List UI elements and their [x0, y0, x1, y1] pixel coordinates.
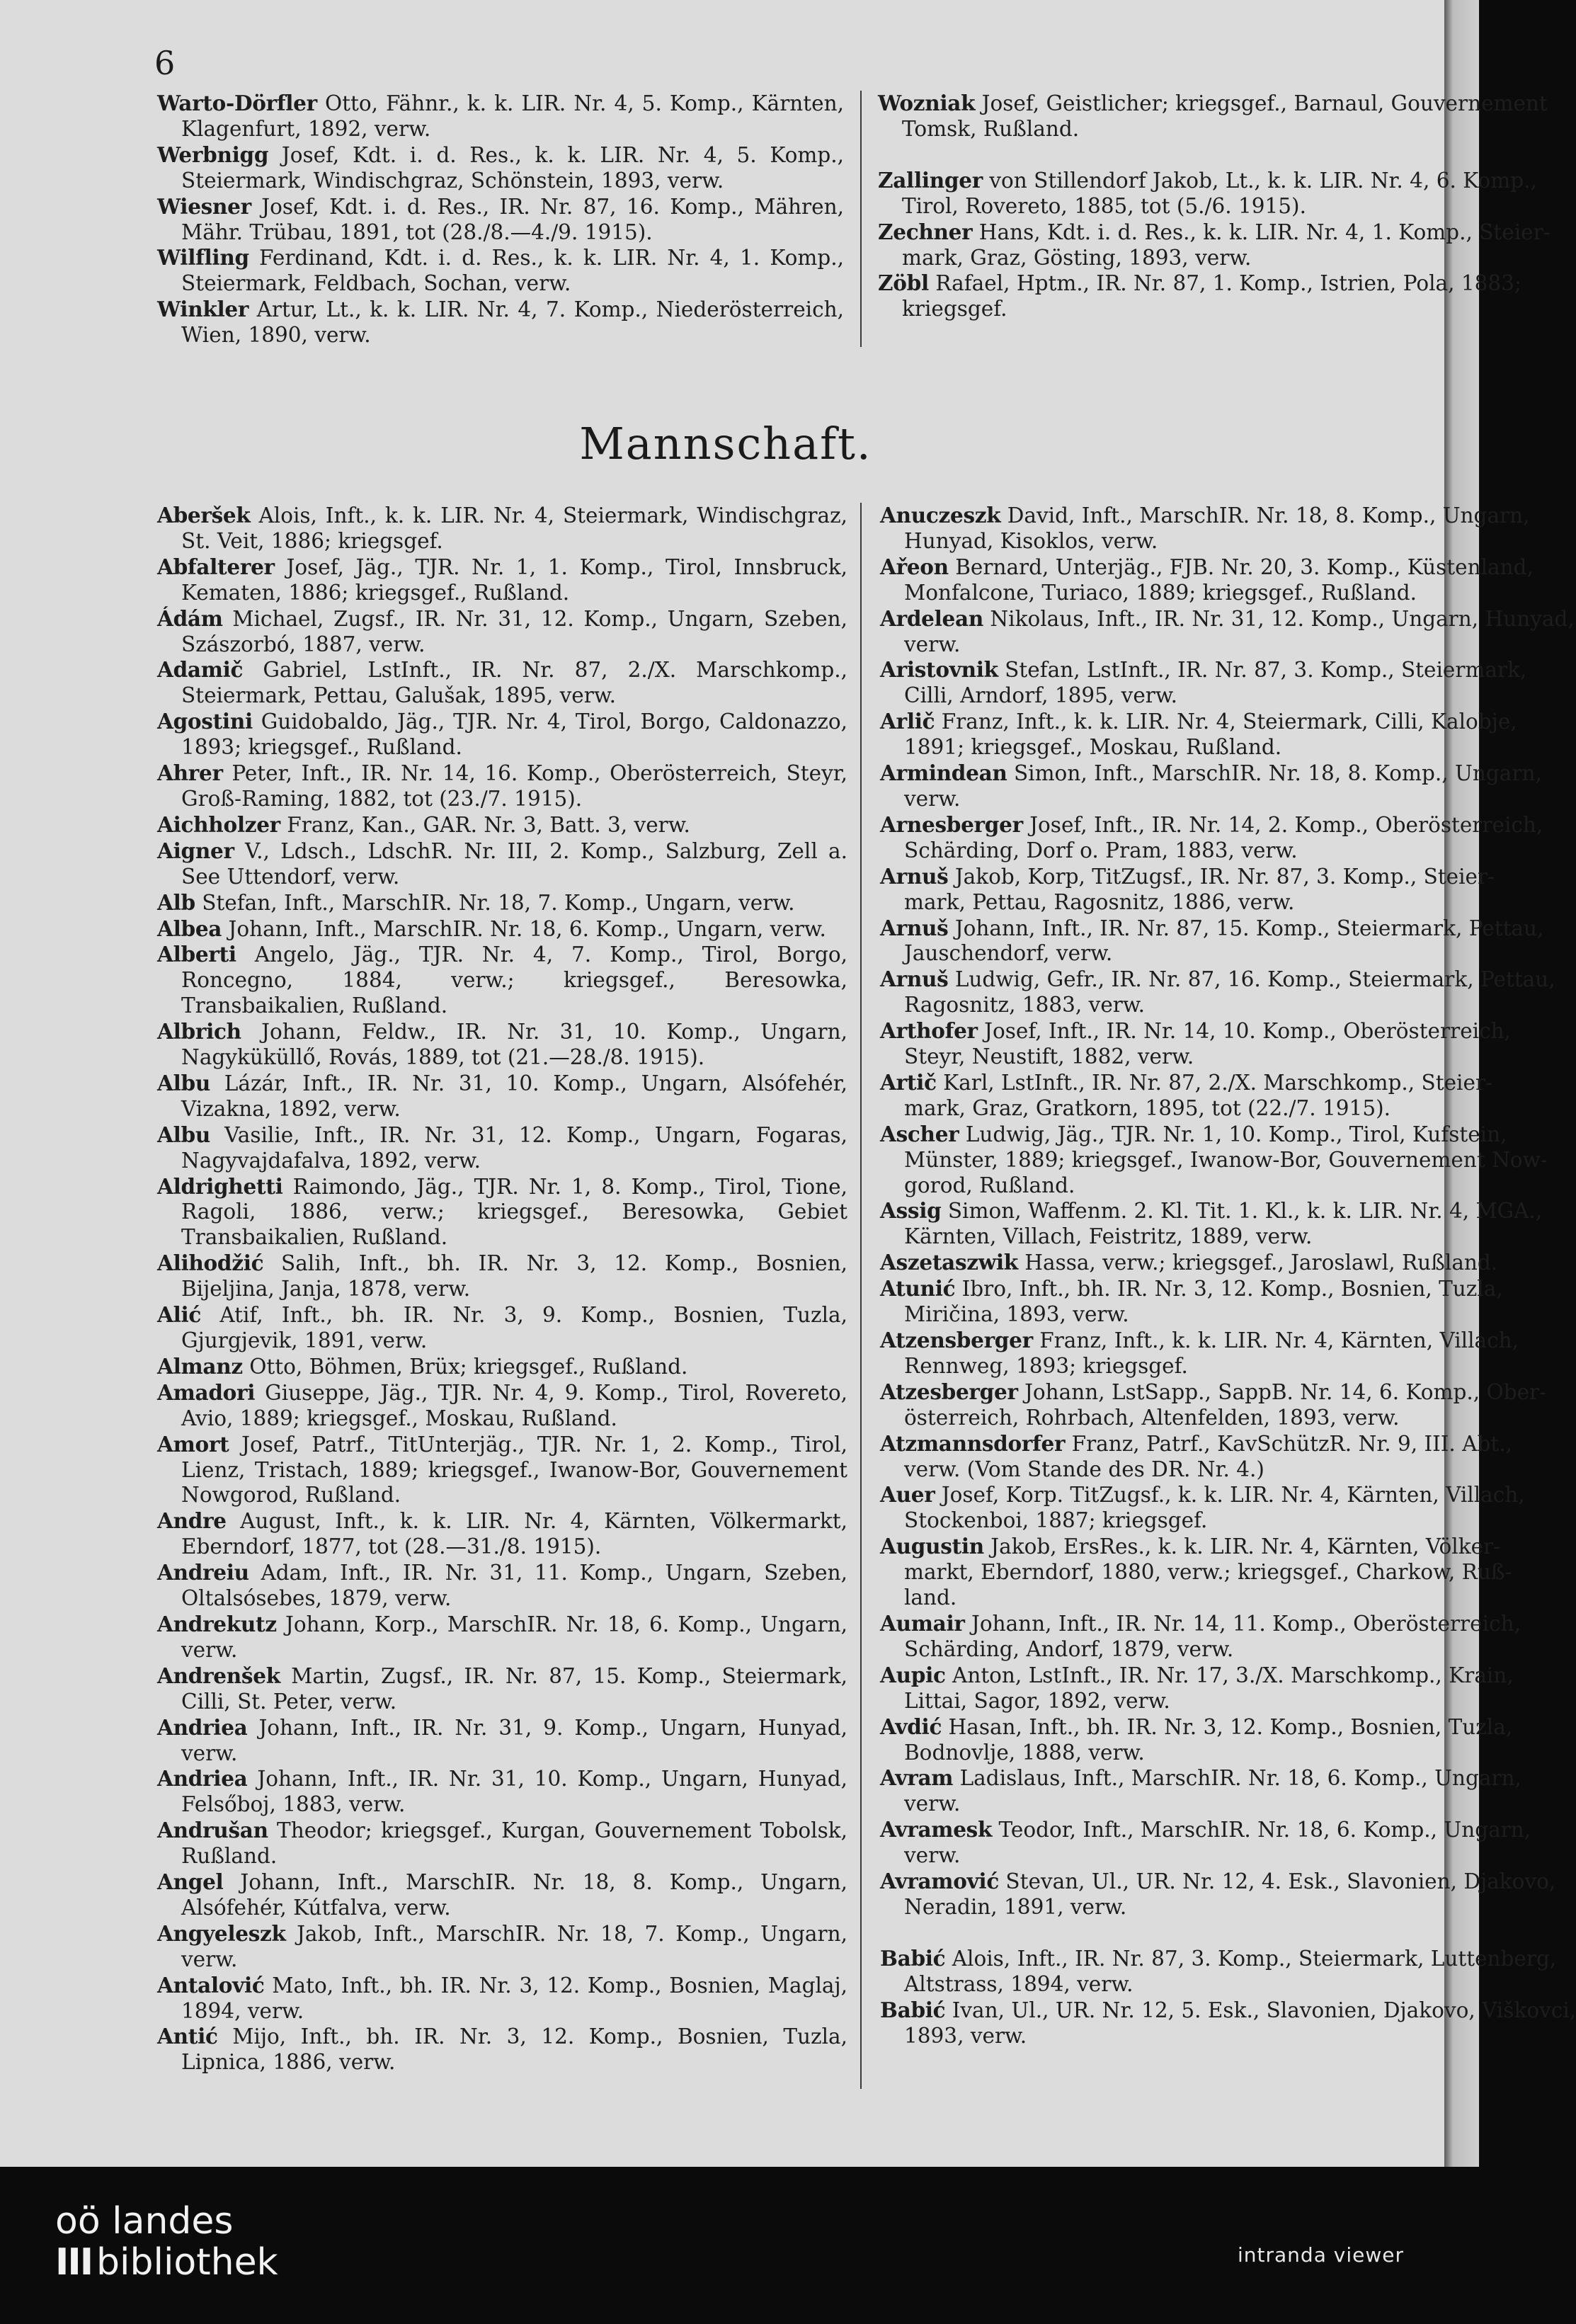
entry-details: markt, Eberndorf, 1880, verw.; kriegsgef., Charkow, Ruß-	[904, 1560, 1512, 1585]
entry-surname: Aigner	[157, 838, 234, 863]
entry-details: Salih, Inft., bh. IR. Nr. 3, 12. Komp., Bosnien, Bijeljina, Janja, 1878, verw.	[181, 1251, 847, 1301]
entry-surname: Warto-Dörfler	[157, 91, 317, 115]
register-entry	[880, 761, 1542, 812]
register-entry	[157, 812, 847, 838]
register-entry	[157, 1508, 847, 1560]
entry-details: land.	[904, 1585, 957, 1610]
entry-details: Stefan, Inft., MarschIR. Nr. 18, 7. Komp., Ungarn, verw.	[195, 890, 795, 915]
entry-details: Johann, Inft., IR. Nr. 31, 10. Komp., Ungarn, Hunyad, Felsőboj, 1883, verw.	[181, 1767, 847, 1817]
register-entry	[157, 1071, 847, 1122]
register-entry	[157, 194, 844, 246]
entry-surname: Babić	[880, 1945, 946, 1971]
register-entry	[157, 1174, 847, 1251]
entry-details: 1891; kriegsgef., Moskau, Rußland.	[904, 735, 1282, 760]
top-left-column	[157, 91, 844, 348]
entry-details: Hassa, verw.; kriegsgef., Jaroslawl, Rußland.	[1017, 1251, 1498, 1275]
register-entry	[880, 1250, 1498, 1276]
entry-surname: Andriea	[157, 1714, 248, 1740]
entry-details: Tirol, Rovereto, 1885, tot (5./6. 1915).	[902, 193, 1306, 218]
entry-details: Bodnovlje, 1888, verw.	[904, 1740, 1145, 1765]
register-entry	[157, 245, 844, 297]
register-entry	[157, 1715, 847, 1767]
register-entry	[157, 142, 844, 194]
entry-surname: Ahrer	[157, 761, 223, 786]
register-entry	[157, 1122, 847, 1174]
entry-surname: Atzesberger	[880, 1379, 1018, 1404]
register-entry	[157, 1766, 847, 1818]
entry-details: Altstrass, 1894, verw.	[904, 1971, 1134, 1996]
entry-surname: Ascher	[880, 1121, 959, 1146]
register-entry	[880, 1198, 1543, 1250]
entry-details: verw. (Vom Stande des DR. Nr. 4.)	[904, 1457, 1264, 1481]
register-entry	[157, 709, 847, 761]
entry-details: mark, Graz, Gratkorn, 1895, tot (22./7. 1915).	[904, 1095, 1391, 1120]
entry-details: Martin, Zugsf., IR. Nr. 87, 15. Komp., Steiermark, Cilli, St. Peter, verw.	[181, 1663, 847, 1714]
entry-surname: Arthofer	[880, 1018, 978, 1044]
entry-surname: Avram	[880, 1765, 954, 1791]
entry-details: Karl, LstInft., IR. Nr. 87, 2./X. Marschkomp., Steier-	[936, 1070, 1493, 1095]
register-entry	[880, 1945, 1557, 1998]
entry-surname: Arnuš	[880, 863, 949, 889]
entry-surname: Andrekutz	[157, 1611, 277, 1636]
entry-surname: Werbnigg	[157, 142, 269, 167]
entry-details: Bernard, Unterjäg., FJB. Nr. 20, 3. Komp., Küstenland,	[948, 554, 1534, 579]
entry-details: Josef, Kdt. i. d. Res., IR. Nr. 87, 16. Komp., Mähren, Mähr. Trübau, 1891, tot (28./8.—4./9. 1915).	[181, 194, 844, 244]
entry-details: verw.	[904, 1792, 961, 1816]
entry-details: verw.	[904, 632, 961, 656]
entry-details: Stockenboi, 1887; kriegsgef.	[904, 1508, 1208, 1533]
entry-details: Mato, Inft., bh. IR. Nr. 3, 12. Komp., Bosnien, Maglaj, 1894, verw.	[181, 1973, 847, 2023]
entry-details: Johann, Inft., IR. Nr. 87, 15. Komp., Steiermark, Pettau,	[948, 916, 1544, 940]
entry-surname: Antalović	[157, 1972, 265, 1998]
entry-surname: Zallinger	[878, 167, 983, 193]
entry-surname: Wilfling	[157, 245, 249, 270]
entry-details: Gabriel, LstInft., IR. Nr. 87, 2./X. Marschkomp., Steiermark, Pettau, Galušak, 1895, verw.	[181, 658, 847, 708]
viewer-label: intranda viewer	[1238, 2243, 1404, 2267]
entry-surname: Ařeon	[880, 554, 949, 579]
register-entry	[157, 1973, 847, 2024]
entry-surname: Abfalterer	[157, 554, 275, 579]
entry-surname: Albrich	[157, 1019, 241, 1044]
entry-details: Theodor; kriegsgef., Kurgan, Gouvernement Tobolsk, Rußland.	[181, 1818, 847, 1869]
register-entry	[880, 657, 1527, 709]
entry-details: Nikolaus, Inft., IR. Nr. 31, 12. Komp., Ungarn, Hunyad,	[983, 606, 1575, 631]
entry-gap	[878, 142, 1444, 168]
entry-surname: Artič	[880, 1069, 937, 1095]
entry-details: Mijo, Inft., bh. IR. Nr. 3, 12. Komp., Bosnien, Tuzla, Lipnica, 1886, verw.	[181, 2024, 847, 2075]
entry-details: Michael, Zugsf., IR. Nr. 31, 12. Komp., Ungarn, Szeben, Szászorbó, 1887, verw.	[181, 606, 847, 656]
entry-surname: Aristovnik	[880, 657, 998, 683]
entry-details: Ferdinand, Kdt. i. d. Res., k. k. LIR. Nr. 4, 1. Komp., Steiermark, Feldbach, Sochan, verw.	[181, 246, 844, 296]
entry-details: kriegsgef.	[902, 297, 1007, 321]
entry-details: Otto, Fähnr., k. k. LIR. Nr. 4, 5. Komp., Kärnten, Klagenfurt, 1892, verw.	[181, 91, 844, 141]
entry-details: Ludwig, Gefr., IR. Nr. 87, 16. Komp., Steiermark, Pettau,	[948, 967, 1555, 992]
entry-details: Peter, Inft., IR. Nr. 14, 16. Komp., Oberösterreich, Steyr, Groß-Raming, 1882, tot (23./7. 1915).	[181, 761, 847, 811]
register-entry	[157, 890, 847, 916]
entry-details: Josef, Kdt. i. d. Res., k. k. LIR. Nr. 4, 5. Komp., Steiermark, Windischgraz, Schönstein, 1893, verw.	[181, 142, 844, 193]
entry-surname: Atzensberger	[880, 1328, 1033, 1352]
entry-surname: Andrušan	[157, 1818, 268, 1843]
entry-surname: Avramesk	[880, 1817, 993, 1842]
entry-details: Johann, Korp., MarschIR. Nr. 18, 6. Komp., Ungarn, verw.	[181, 1612, 847, 1662]
register-entry	[880, 1482, 1525, 1534]
entry-details: Angelo, Jäg., TJR. Nr. 4, 7. Komp., Tirol, Borgo, Roncegno, 1884, verw.; kriegsgef., Beresowka, Transbaikalien, Rußland.	[181, 942, 847, 1018]
entry-surname: Alb	[157, 889, 195, 915]
register-entry	[157, 1560, 847, 1612]
register-entry	[880, 709, 1517, 761]
entry-surname: Armindean	[880, 761, 1007, 786]
register-entry	[157, 761, 847, 812]
entry-surname: Albu	[157, 1070, 210, 1095]
entry-details: Raimondo, Jäg., TJR. Nr. 1, 8. Komp., Tirol, Tione, Ragoli, 1886, verw.; kriegsgef., Beresowka, Gebiet Transbaikalien, Rußland.	[181, 1174, 847, 1250]
register-entry	[157, 1354, 847, 1380]
entry-details: verw.	[904, 786, 961, 811]
entry-gap	[880, 1920, 1446, 1946]
entry-surname: Augustin	[880, 1534, 984, 1559]
entry-surname: Andriea	[157, 1766, 248, 1792]
entry-details: verw.	[904, 1843, 961, 1868]
entry-surname: Arnuš	[880, 967, 949, 992]
register-entry	[878, 270, 1521, 322]
register-entry	[157, 91, 844, 142]
entry-details: Stefan, LstInft., IR. Nr. 87, 3. Komp., Steiermark,	[998, 658, 1527, 683]
register-entry	[157, 1019, 847, 1071]
entry-surname: Zechner	[878, 219, 973, 244]
entry-surname: Aumair	[880, 1610, 965, 1636]
entry-details: Jakob, ErsRes., k. k. LIR. Nr. 4, Kärnten, Völker-	[983, 1534, 1501, 1559]
entry-details: Atif, Inft., bh. IR. Nr. 3, 9. Komp., Bosnien, Tuzla, Gjurgjevik, 1891, verw.	[181, 1303, 847, 1352]
entry-details: 1893, verw.	[904, 2023, 1027, 2048]
entry-details: Ludwig, Jäg., TJR. Nr. 1, 10. Komp., Tirol, Kufstein,	[959, 1122, 1507, 1146]
register-entry	[157, 1612, 847, 1663]
register-entry	[880, 1121, 1548, 1199]
entry-details: mark, Pettau, Ragosnitz, 1886, verw.	[904, 889, 1295, 914]
register-entry	[878, 219, 1551, 271]
entry-details: Franz, Kan., GAR. Nr. 3, Batt. 3, verw.	[280, 812, 690, 837]
entry-surname: Atunić	[880, 1276, 956, 1301]
register-entry	[880, 1276, 1503, 1328]
entry-details: Otto, Böhmen, Brüx; kriegsgef., Rußland.	[242, 1354, 688, 1379]
register-entry	[880, 503, 1530, 554]
entry-details: Josef, Patrf., TitUnterjäg., TJR. Nr. 1, 2. Komp., Tirol, Lienz, Tristach, 1889; kriegsgef., Iwanow-Bor, Gouvernement Nowgorod, Rußland.	[181, 1432, 847, 1508]
entry-details: Josef, Geistlicher; kriegsgef., Barnaul, Gouvernement	[975, 91, 1548, 115]
entry-surname: Zöbl	[878, 270, 929, 296]
logo-bars-icon: III	[55, 2241, 93, 2284]
register-entry	[880, 1997, 1576, 2049]
entry-surname: Ardelean	[880, 605, 983, 631]
entry-details: mark, Graz, Gösting, 1893, verw.	[902, 245, 1252, 270]
entry-details: Johann, Inft., MarschIR. Nr. 18, 8. Komp., Ungarn, Alsófehér, Kútfalva, verw.	[181, 1870, 847, 1920]
entry-details: Neradin, 1891, verw.	[904, 1894, 1127, 1919]
entry-details: Steyr, Neustift, 1882, verw.	[904, 1044, 1194, 1069]
entry-details: Hasan, Inft., bh. IR. Nr. 3, 12. Komp., Bosnien, Tuzla,	[942, 1714, 1513, 1739]
entry-surname: Aszetaszwik	[880, 1250, 1018, 1275]
entry-surname: Wiesner	[157, 193, 251, 219]
register-entry	[157, 1432, 847, 1509]
register-entry	[878, 91, 1548, 142]
register-entry	[157, 657, 847, 709]
register-entry	[880, 1379, 1547, 1431]
entry-surname: Anuczeszk	[880, 503, 1001, 528]
entry-surname: Almanz	[157, 1353, 243, 1379]
entry-details: Josef, Inft., IR. Nr. 14, 2. Komp., Oberösterreich,	[1022, 812, 1543, 837]
register-entry	[880, 1534, 1512, 1611]
main-right-column	[880, 503, 1576, 2049]
entry-details: Schärding, Dorf o. Pram, 1883, verw.	[904, 838, 1298, 862]
entry-details: Jakob, Inft., MarschIR. Nr. 18, 7. Komp., Ungarn, verw.	[181, 1921, 847, 1971]
register-entry	[157, 1663, 847, 1715]
entry-surname: Andreiu	[157, 1560, 249, 1585]
entry-surname: Adamič	[157, 657, 244, 683]
column-divider-top	[860, 91, 862, 347]
entry-details: gorod, Rußland.	[904, 1173, 1075, 1197]
entry-surname: Assig	[880, 1198, 942, 1224]
entry-surname: Alihodžić	[157, 1251, 264, 1276]
entry-details: Monfalcone, Turiaco, 1889; kriegsgef., Rußland.	[904, 580, 1417, 605]
entry-details: Miričina, 1893, verw.	[904, 1302, 1129, 1327]
register-entry	[880, 967, 1555, 1018]
entry-surname: Alberti	[157, 942, 236, 967]
entry-details: Vasilie, Inft., IR. Nr. 31, 12. Komp., Ungarn, Fogaras, Nagyvajdafalva, 1892, verw.	[181, 1122, 847, 1173]
register-entry	[880, 1714, 1513, 1766]
entry-surname: Aberšek	[157, 503, 251, 528]
entry-surname: Aldrighetti	[157, 1173, 283, 1199]
entry-details: Artur, Lt., k. k. LIR. Nr. 4, 7. Komp., Niederösterreich, Wien, 1890, verw.	[181, 297, 844, 348]
main-left-column	[157, 503, 847, 2075]
entry-details: Cilli, Arndorf, 1895, verw.	[904, 683, 1178, 708]
logo-line-1: oö landes	[55, 2200, 234, 2243]
column-divider-main	[860, 503, 862, 2089]
entry-details: Alois, Inft., k. k. LIR. Nr. 4, Steiermark, Windischgraz, St. Veit, 1886; kriegsgef.	[181, 503, 847, 553]
entry-details: Guidobaldo, Jäg., TJR. Nr. 4, Tirol, Borgo, Caldonazzo, 1893; kriegsgef., Rußland.	[181, 710, 847, 760]
entry-surname: Amort	[157, 1431, 229, 1457]
entry-details: Johann, LstSapp., SappB. Nr. 14, 6. Komp., Ober-	[1017, 1379, 1547, 1404]
entry-details: Simon, Waffenm. 2. Kl. Tit. 1. Kl., k. k. LIR. Nr. 4, MGA.,	[941, 1199, 1543, 1224]
register-entry	[157, 1818, 847, 1869]
register-entry	[157, 916, 847, 942]
entry-details: Josef, Inft., IR. Nr. 14, 10. Komp., Oberösterreich,	[977, 1019, 1511, 1044]
entry-details: Simon, Inft., MarschIR. Nr. 18, 8. Komp., Ungarn,	[1007, 761, 1542, 786]
entry-details: Jakob, Korp, TitZugsf., IR. Nr. 87, 3. Komp., Steier-	[948, 864, 1495, 889]
entry-surname: Wozniak	[878, 91, 976, 115]
entry-details: Giuseppe, Jäg., TJR. Nr. 4, 9. Komp., Tirol, Rovereto, Avio, 1889; kriegsgef., Moskau, Rußland.	[181, 1380, 847, 1430]
entry-surname: Andre	[157, 1508, 227, 1534]
entry-details: Teodor, Inft., MarschIR. Nr. 18, 6. Komp., Ungarn,	[992, 1818, 1531, 1842]
register-entry	[880, 1430, 1512, 1483]
register-entry	[880, 863, 1495, 916]
top-right-column	[878, 91, 1551, 322]
entry-surname: Winkler	[157, 297, 249, 322]
entry-details: Franz, Patrf., KavSchützR. Nr. 9, III. Abt.,	[1065, 1431, 1512, 1456]
entry-surname: Ádám	[157, 605, 223, 631]
entry-details: Ivan, Ul., UR. Nr. 12, 5. Esk., Slavonien, Djakovo, Viškovci,	[945, 1998, 1576, 2022]
entry-surname: Atzmannsdorfer	[880, 1430, 1066, 1456]
register-entry	[880, 1018, 1511, 1070]
entry-details: Josef, Korp. TitZugsf., k. k. LIR. Nr. 4, Kärnten, Villach,	[935, 1483, 1525, 1508]
entry-details: Adam, Inft., IR. Nr. 31, 11. Komp., Ungarn, Szeben, Oltalsósebes, 1879, verw.	[181, 1561, 847, 1611]
register-entry	[157, 2024, 847, 2075]
register-entry	[880, 915, 1544, 967]
entry-details: Franz, Inft., k. k. LIR. Nr. 4, Kärnten, Villach,	[1032, 1328, 1519, 1352]
register-entry	[157, 942, 847, 1019]
register-entry	[157, 606, 847, 658]
entry-surname: Arlič	[880, 709, 935, 734]
entry-surname: Albu	[157, 1122, 210, 1147]
register-entry	[880, 1765, 1521, 1817]
register-entry	[157, 1380, 847, 1432]
entry-details: August, Inft., k. k. LIR. Nr. 4, Kärnten, Völkermarkt, Eberndorf, 1877, tot (28.—31./8. 1915).	[181, 1509, 847, 1559]
entry-details: Münster, 1889; kriegsgef., Iwanow-Bor, Gouvernement Now-	[904, 1147, 1548, 1172]
entry-details: Jauschendorf, verw.	[904, 941, 1113, 966]
entry-details: Anton, LstInft., IR. Nr. 17, 3./X. Marschkomp., Krain,	[945, 1663, 1514, 1687]
register-entry	[157, 1302, 847, 1354]
entry-surname: Auer	[880, 1482, 935, 1508]
entry-details: österreich, Rohrbach, Altenfelden, 1893, verw.	[904, 1405, 1400, 1430]
entry-details: Johann, Inft., IR. Nr. 14, 11. Komp., Oberösterreich,	[964, 1611, 1521, 1636]
entry-details: Hunyad, Kisoklos, verw.	[904, 528, 1158, 553]
page-number: 6	[154, 44, 176, 82]
register-entry	[157, 503, 847, 554]
entry-surname: Babić	[880, 1997, 946, 2022]
entry-surname: Avramović	[880, 1869, 999, 1894]
entry-surname: Angyeleszk	[157, 1920, 286, 1946]
register-entry	[880, 1869, 1556, 1920]
entry-details: V., Ldsch., LdschR. Nr. III, 2. Komp., Salzburg, Zell a. See Uttendorf, verw.	[181, 838, 847, 889]
entry-surname: Aupic	[880, 1662, 946, 1687]
register-entry	[157, 1251, 847, 1302]
entry-details: Stevan, Ul., UR. Nr. 12, 4. Esk., Slavonien, Djakovo,	[999, 1869, 1556, 1894]
register-entry	[880, 811, 1543, 864]
entry-surname: Antić	[157, 2024, 218, 2049]
register-entry	[157, 1921, 847, 1973]
entry-surname: Amadori	[157, 1379, 256, 1405]
register-entry	[878, 167, 1537, 220]
logo-line-2: bibliothek	[96, 2241, 278, 2284]
entry-surname: Andrenšek	[157, 1663, 280, 1688]
entry-details: von Stillendorf Jakob, Lt., k. k. LIR. Nr. 4, 6. Komp.,	[982, 168, 1537, 193]
entry-details: Alois, Inft., IR. Nr. 87, 3. Komp., Steiermark, Luttenberg,	[945, 1946, 1557, 1971]
entry-details: Littai, Sagor, 1892, verw.	[904, 1688, 1170, 1713]
entry-surname: Angel	[157, 1869, 224, 1895]
section-heading: Mannschaft.	[579, 418, 872, 469]
entry-surname: Alić	[157, 1302, 202, 1328]
register-entry	[880, 1662, 1514, 1714]
entry-surname: Aichholzer	[157, 811, 280, 837]
entry-details: Ragosnitz, 1883, verw.	[904, 993, 1146, 1018]
entry-details: Rafael, Hptm., IR. Nr. 87, 1. Komp., Istrien, Pola, 1883;	[928, 271, 1521, 296]
register-entry	[157, 297, 844, 348]
register-entry	[880, 554, 1534, 606]
entry-details: Johann, Inft., MarschIR. Nr. 18, 6. Komp., Ungarn, verw.	[222, 916, 826, 941]
entry-details: Ibro, Inft., bh. IR. Nr. 3, 12. Komp., Bosnien, Tuzla,	[955, 1277, 1503, 1301]
entry-details: Lázár, Inft., IR. Nr. 31, 10. Komp., Ungarn, Alsófehér, Vizakna, 1892, verw.	[181, 1071, 847, 1121]
entry-surname: Arnesberger	[880, 811, 1023, 837]
entry-details: Josef, Jäg., TJR. Nr. 1, 1. Komp., Tirol, Innsbruck, Kematen, 1886; kriegsgef., Rußland.	[181, 554, 847, 605]
entry-details: Johann, Inft., IR. Nr. 31, 9. Komp., Ungarn, Hunyad, verw.	[181, 1715, 847, 1765]
register-entry	[157, 1869, 847, 1921]
entry-details: Schärding, Andorf, 1879, verw.	[904, 1636, 1234, 1661]
entry-surname: Albea	[157, 916, 222, 941]
library-logo	[55, 2201, 278, 2283]
register-entry	[880, 1328, 1519, 1379]
entry-details: Ladislaus, Inft., MarschIR. Nr. 18, 6. Komp., Ungarn,	[953, 1766, 1521, 1791]
register-entry	[880, 605, 1575, 658]
entry-surname: Avdić	[880, 1714, 942, 1739]
register-entry	[880, 1817, 1531, 1869]
entry-details: Kärnten, Villach, Feistritz, 1889, verw.	[904, 1224, 1313, 1249]
entry-details: Tomsk, Rußland.	[902, 116, 1080, 141]
entry-details: David, Inft., MarschIR. Nr. 18, 8. Komp., Ungarn,	[1000, 503, 1530, 528]
register-entry	[157, 554, 847, 606]
entry-surname: Agostini	[157, 709, 253, 734]
entry-details: Franz, Inft., k. k. LIR. Nr. 4, Steiermark, Cilli, Kalobje,	[935, 710, 1517, 734]
entry-surname: Arnuš	[880, 915, 949, 940]
register-entry	[880, 1610, 1521, 1663]
entry-details: Rennweg, 1893; kriegsgef.	[904, 1353, 1188, 1378]
register-entry	[880, 1069, 1493, 1122]
entry-details: Johann, Feldw., IR. Nr. 31, 10. Komp., Ungarn, Nagyküküllő, Rovás, 1889, tot (21.—28./8. 1915).	[181, 1020, 847, 1070]
register-entry	[157, 838, 847, 890]
entry-details: Hans, Kdt. i. d. Res., k. k. LIR. Nr. 4, 1. Komp., Steier-	[972, 220, 1551, 244]
